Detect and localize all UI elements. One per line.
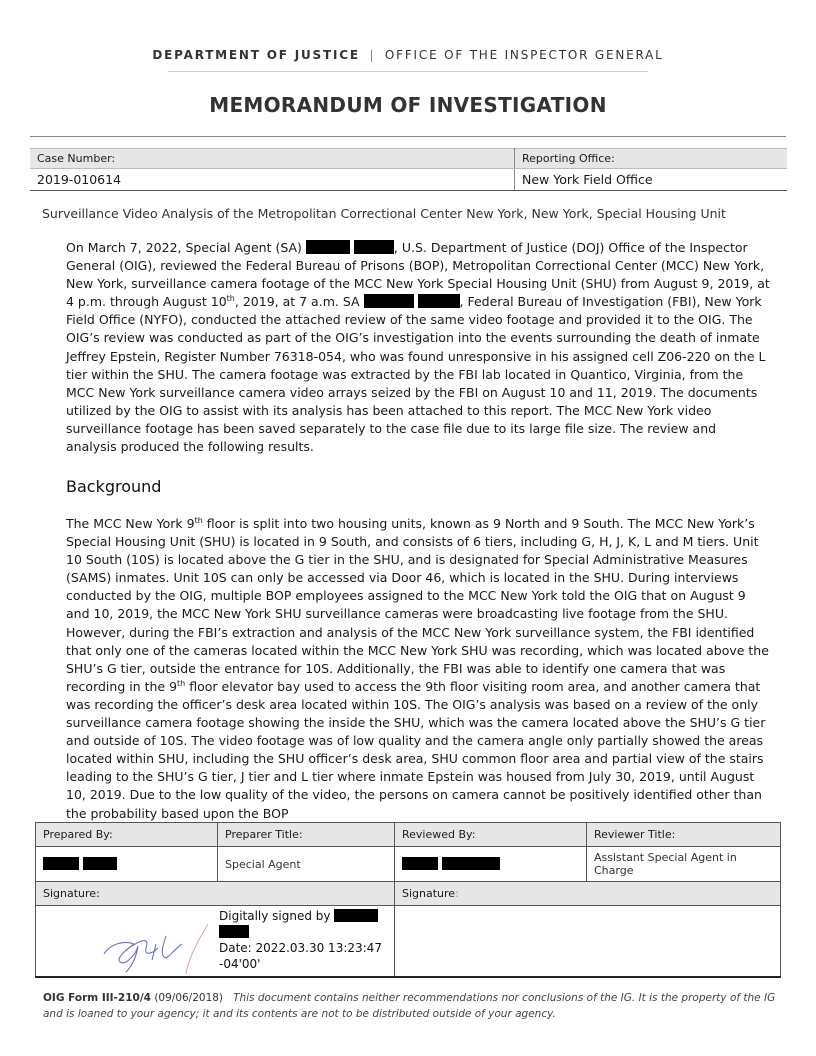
department-header	[0, 48, 816, 62]
p2-superscript: th	[194, 515, 203, 525]
redaction-box	[442, 857, 500, 870]
p2-text-a: The MCC New York 9	[66, 516, 195, 531]
p2-text-c: floor elevator bay used to access the 9th floor visiting room area, and another camera that was recording the officer’s desk area located within 10S. The OIG’s analysis was based on a review of the only surveillance camera footage showing the inside the SHU, which was the camera located above the SHU’s G tier and outside of 10S. The video footage was of low quality and the camera angle only partially showed the areas located within SHU, including the SHU officer’s desk area, SHU common floor area and partial view of the stairs leading to the SHU’s G tier, J tier and L tier where inmate Epstein was housed from July 30, 2019, until August 10, 2019. Due to the low quality of the video, the persons on camera cannot be positively identified other than the probability based upon the BOP	[66, 678, 766, 821]
preparer-name	[36, 847, 218, 882]
preparer-signature-cell[interactable]	[36, 906, 395, 978]
p2-text-b: floor is split into two housing units, known as 9 North and 9 South. The MCC New York’s Special Housing Unit (SHU) is located in 9 South, and consists of 6 tiers, including G, H, J, K, L and M tiers. Unit 10 South (10S) is located above the G tier in the SHU, and is designated for Special Administrative Measures (SAMS) inmates. Unit 10S can only be accessed via Door 46, which is located in the SHU. During interviews conducted by the OIG, multiple BOP employees assigned to the MCC New York told the OIG that on August 9 and 10, 2019, the MCC New York SHU surveillance cameras were broadcasting live footage from the SHU. However, during the FBI’s extraction and analysis of the MCC New York surveillance system, the FBI identified that only one of the cameras located within the MCC New York SHU was recording, which was located above the SHU’s G tier, outside the entrance for 10S. Additionally, the FBI was able to identify one camera that was recording in the 9	[66, 516, 769, 694]
signature-label-reviewer	[395, 882, 781, 906]
reviewer-title-label: Reviewer Title:	[587, 823, 781, 847]
redaction-box	[83, 857, 117, 870]
prepared-by-label: Prepared By:	[36, 823, 218, 847]
office-name: OFFICE OF THE INSPECTOR GENERAL	[384, 48, 664, 62]
preparer-title-label: Preparer Title:	[218, 823, 395, 847]
redaction-box	[364, 294, 414, 308]
redaction-box	[418, 294, 460, 308]
paragraph-background	[66, 515, 770, 823]
preparer-title: Special Agent	[218, 847, 395, 882]
redaction-box	[354, 240, 394, 254]
redaction-box	[219, 925, 249, 938]
case-number-label: Case Number:	[30, 149, 515, 169]
p1-superscript: th	[226, 294, 235, 304]
reviewed-by-label: Reviewed By:	[395, 823, 587, 847]
memo-subject: Surveillance Video Analysis of the Metropolitan Correctional Center New York, New York, Special Housing Unit	[42, 206, 726, 221]
case-info-table	[30, 148, 787, 191]
reviewer-title: Assistant Special Agent in Charge	[587, 847, 781, 882]
dept-name: DEPARTMENT OF JUSTICE	[152, 48, 360, 62]
signature-label-preparer: Signature:	[36, 882, 395, 906]
signature-label-colon: :	[455, 887, 459, 900]
p1-text-d: , Federal Bureau of Investigation (FBI), New York Field Office (NYFO), conducted the attached review of the same video footage and provided it to the OIG. The OIG’s review was conducted as part of the OIG’s investigation into the events surrounding the death of inmate Jeffrey Epstein, Register Number 76318-054, who was found unresponsive in his assigned cell Z06-220 on the L tier within the SHU. The camera footage was extracted by the FBI lab located in Quantico, Virginia, from the MCC New York surveillance camera video arrays seized by the FBI on August 10 and 11, 2019. The documents utilized by the OIG to assist with its analysis has been attached to this report. The MCC New York video surveillance footage has been saved separately to the case file due to its large file size. The review and analysis produced the following results.	[66, 294, 766, 455]
redaction-box	[402, 857, 438, 870]
signature-table	[35, 822, 781, 978]
signature-label-text: Signature	[402, 887, 456, 900]
page-title: MEMORANDUM OF INVESTIGATION	[209, 93, 607, 117]
redaction-box	[43, 857, 79, 870]
p1-text-c: , 2019, at 7 a.m. SA	[234, 294, 360, 310]
digital-signature-stamp	[219, 908, 382, 972]
reporting-office-label: Reporting Office:	[515, 149, 788, 169]
form-footer	[43, 990, 783, 1022]
form-number: OIG Form III-210/4	[43, 992, 151, 1004]
form-date: (09/06/2018)	[150, 992, 224, 1004]
p1-text-b: , U.S. Department of Justice (DOJ) Office of the Inspector General (OIG), reviewed the Federal Bureau of Prisons (BOP), Metropolitan Correctional Center (MCC) New York, New York, surveillance camera footage of the MCC New York Special Housing Unit (SHU) from August 9, 2019, at 4 p.m. through August 10	[66, 240, 770, 310]
header-divider	[168, 71, 648, 72]
reviewer-name	[395, 847, 587, 882]
signature-date: Date: 2022.03.30 13:23:47	[219, 941, 382, 955]
p1-text-a: On March 7, 2022, Special Agent (SA)	[66, 240, 302, 255]
paragraph-intro	[66, 239, 770, 456]
redaction-box	[334, 909, 378, 922]
p2-superscript: th	[177, 678, 186, 688]
signature-timezone: -04'00'	[219, 957, 261, 971]
digitally-signed-label: Digitally signed by	[219, 909, 331, 923]
redaction-box	[306, 240, 350, 254]
disclaimer-text: This document contains neither recommendations nor conclusions of the IG. It is the property of the IG and is loaned to your agency; it and its contents are not to be distributed outside of your agency.	[43, 992, 776, 1020]
reviewer-signature-cell[interactable]	[395, 906, 781, 978]
section-heading-background: Background	[66, 477, 162, 496]
case-number-value: 2019-010614	[30, 169, 515, 191]
title-divider	[30, 136, 786, 137]
header-separator: |	[369, 48, 376, 62]
reporting-office-value: New York Field Office	[515, 169, 788, 191]
